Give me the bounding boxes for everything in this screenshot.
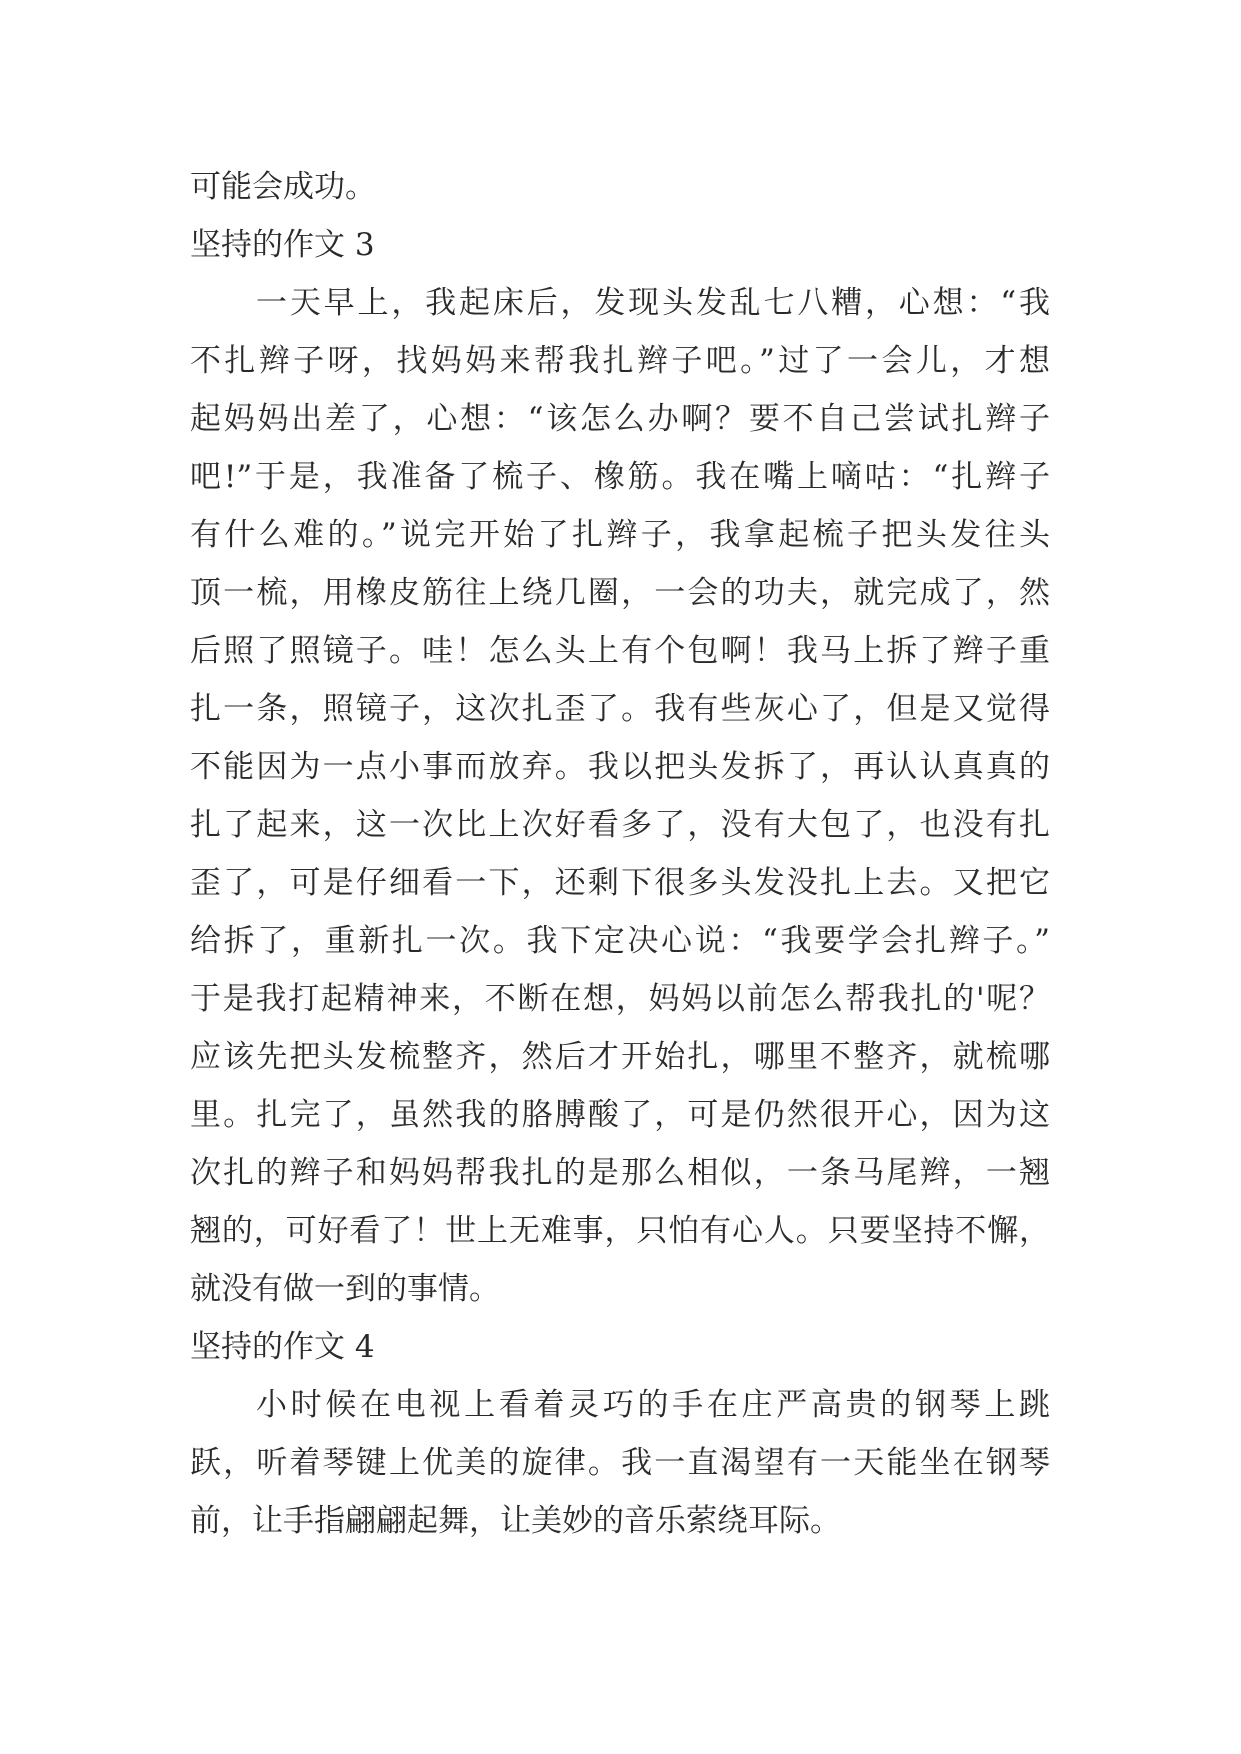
- paragraph-line-last: 前，让手指翩翩起舞，让美妙的音乐萦绕耳际。: [190, 1503, 841, 1539]
- paragraph-line: 顶一梳，用橡皮筋往上绕几圈，一会的功夫，就完成了，然: [190, 575, 1050, 611]
- paragraph-line: 应该先把头发梳整齐，然后才开始扎，哪里不整齐，就梳哪: [190, 1039, 1050, 1075]
- paragraph-line: 有什么难的。”说完开始了扎辫子，我拿起梳子把头发往头: [190, 517, 1050, 553]
- paragraph-line: 扎了起来，这一次比上次好看多了，没有大包了，也没有扎: [190, 807, 1050, 843]
- paragraph-line: 起妈妈出差了，心想：“该怎么办啊？要不自己尝试扎辫子: [190, 401, 1050, 437]
- paragraph-line: 小时候在电视上看着灵巧的手在庄严高贵的钢琴上跳: [256, 1387, 1050, 1423]
- section-heading-3: 坚持的作文 3: [190, 227, 375, 263]
- document-body: [190, 158, 1050, 1550]
- paragraph-line-last: 就没有做一到的事情。: [190, 1271, 500, 1307]
- paragraph-line: 跃，听着琴键上优美的旋律。我一直渴望有一天能坐在钢琴: [190, 1445, 1050, 1481]
- paragraph-line: 后照了照镜子。哇！怎么头上有个包啊！我马上拆了辫子重: [190, 633, 1050, 669]
- paragraph-line: 翘的，可好看了！世上无难事，只怕有心人。只要坚持不懈，: [190, 1213, 1050, 1249]
- section-4-paragraph: [190, 1376, 1050, 1550]
- section-3-paragraph: [190, 274, 1050, 1318]
- paragraph-line: 给拆了，重新扎一次。我下定决心说：“我要学会扎辫子。”: [190, 923, 1050, 959]
- paragraph-line: 吧!”于是，我准备了梳子、橡筋。我在嘴上嘀咕：“扎辫子: [190, 459, 1050, 495]
- paragraph-line: 次扎的辫子和妈妈帮我扎的是那么相似，一条马尾辫，一翘: [190, 1155, 1050, 1191]
- paragraph-line: 不扎辫子呀，找妈妈来帮我扎辫子吧。”过了一会儿，才想: [190, 343, 1050, 379]
- paragraph-line: 里。扎完了，虽然我的胳膊酸了，可是仍然很开心，因为这: [190, 1097, 1050, 1133]
- paragraph-line: 一天早上，我起床后，发现头发乱七八糟，心想：“我: [256, 285, 1050, 321]
- paragraph-line: 扎一条，照镜子，这次扎歪了。我有些灰心了，但是又觉得: [190, 691, 1050, 727]
- paragraph-line: 歪了，可是仔细看一下，还剩下很多头发没扎上去。又把它: [190, 865, 1050, 901]
- paragraph-line: 不能因为一点小事而放弃。我以把头发拆了，再认认真真的: [190, 749, 1050, 785]
- paragraph-fragment-line: 可能会成功。: [190, 169, 376, 205]
- paragraph-line: 于是我打起精神来，不断在想，妈妈以前怎么帮我扎的'呢？: [190, 981, 1050, 1017]
- section-heading-4: 坚持的作文 4: [190, 1329, 375, 1365]
